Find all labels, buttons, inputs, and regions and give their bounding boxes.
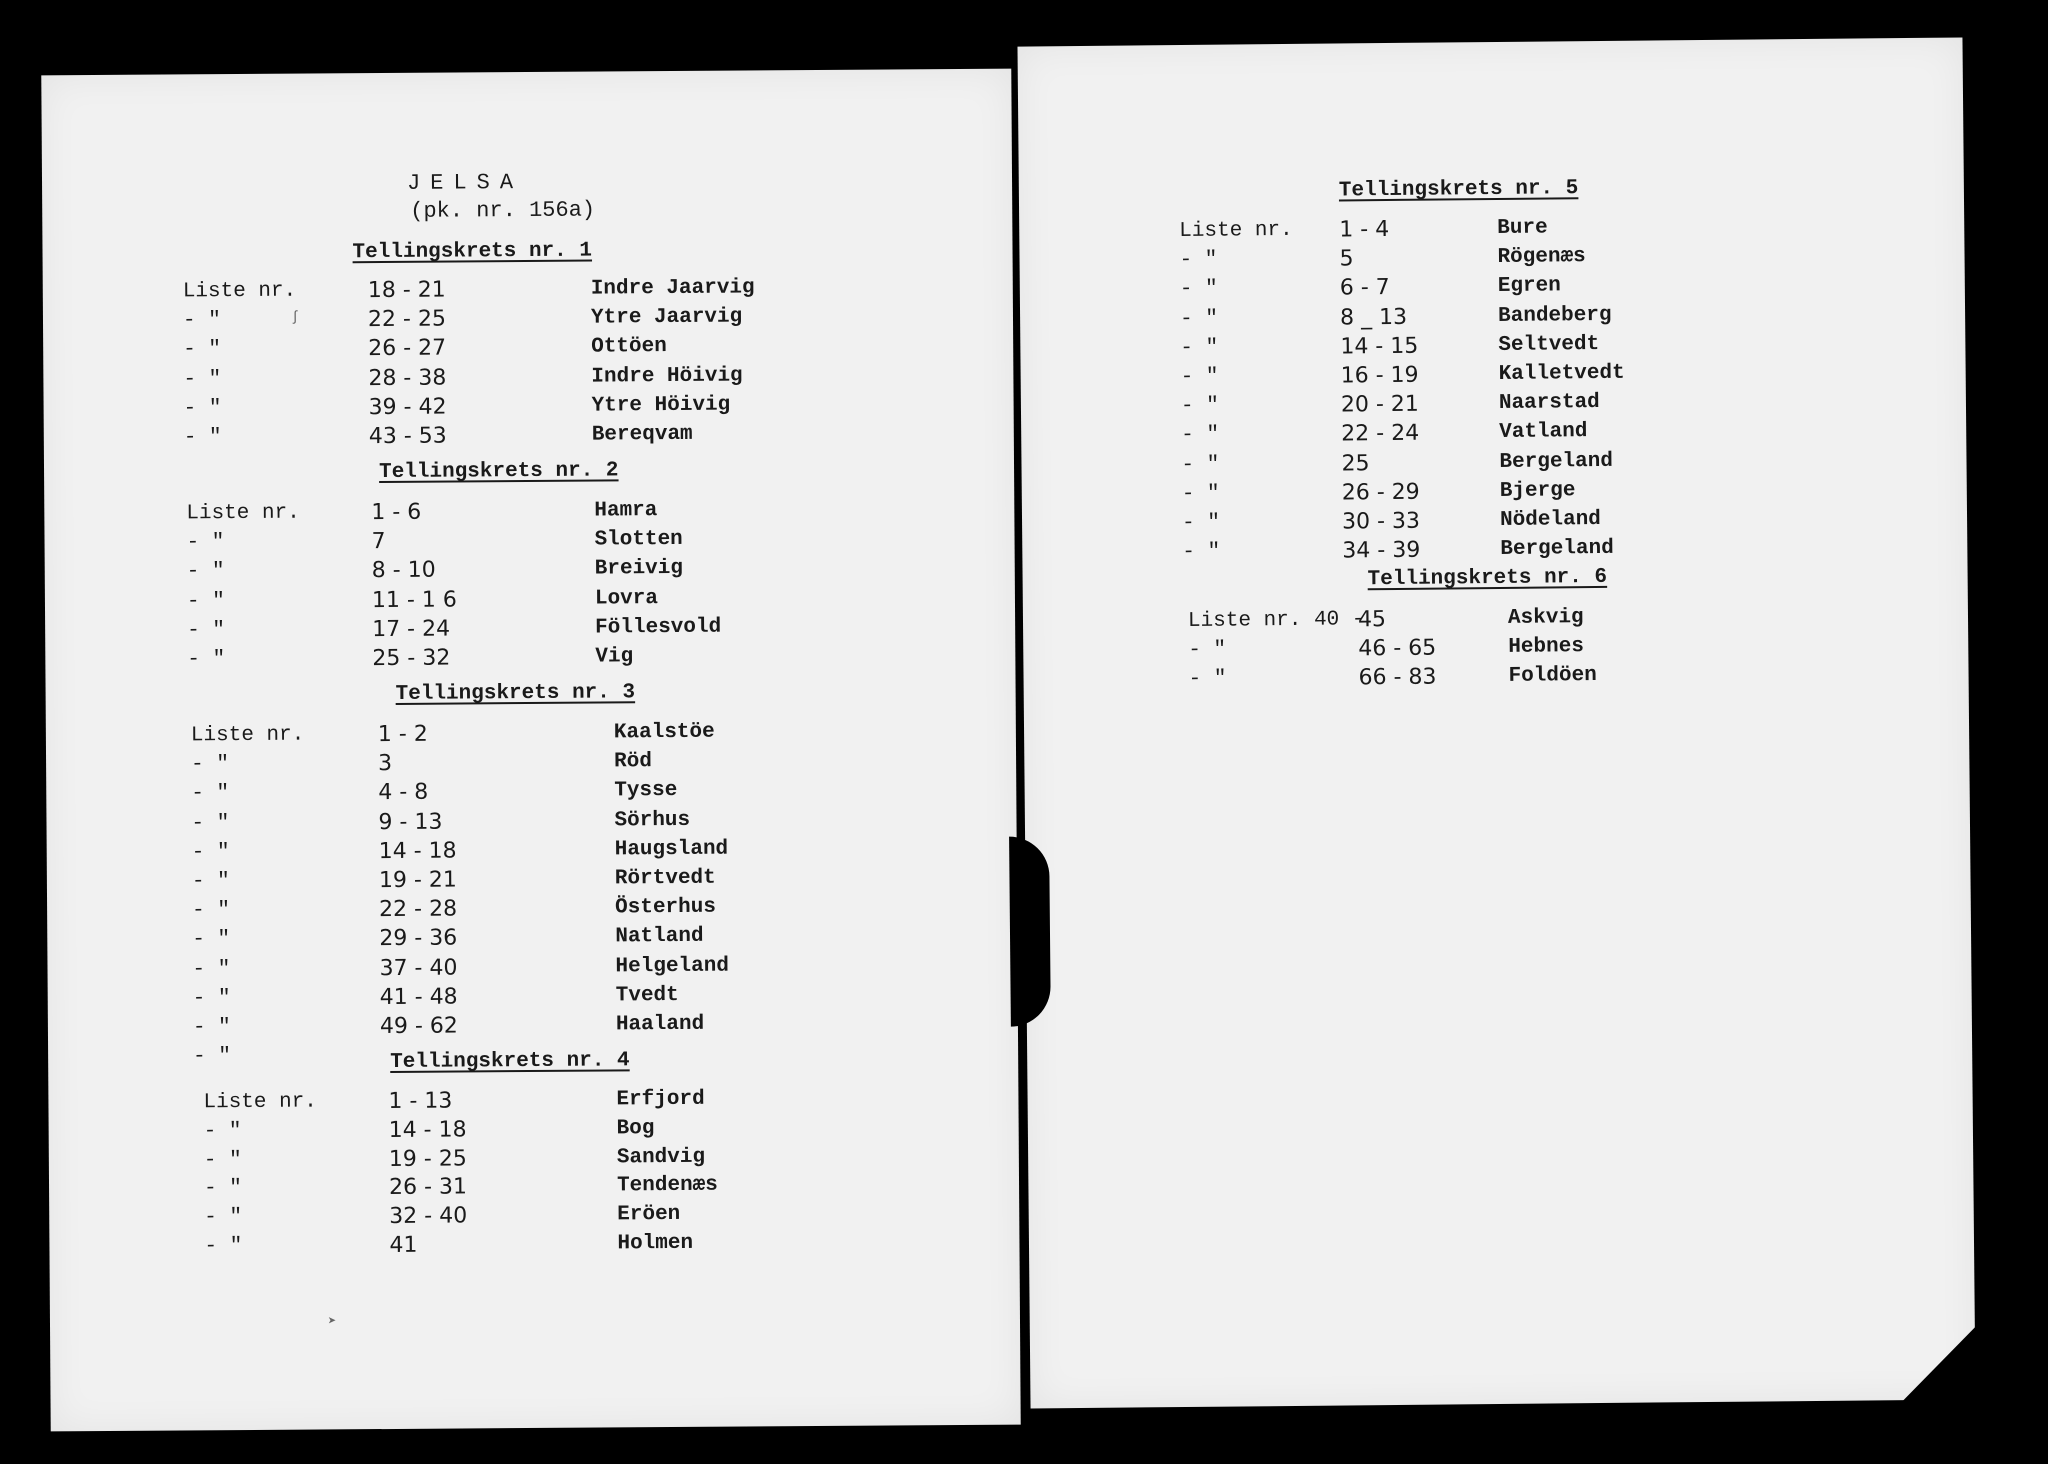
liste-label: - " — [1180, 365, 1219, 390]
place-name: Ottöen — [591, 335, 667, 359]
liste-label: Liste nr. — [203, 1090, 317, 1115]
place-name: Rögenæs — [1497, 245, 1586, 270]
arrow-mark: ➤ — [327, 1314, 337, 1331]
liste-label: - " — [1181, 511, 1220, 536]
place-name: Indre Jaarvig — [590, 276, 755, 301]
place-name: Erfjord — [616, 1087, 705, 1112]
place-name: Bandeberg — [1497, 303, 1612, 328]
place-name: Ytre Höivig — [591, 393, 731, 418]
list-range: 1 - 13 — [388, 1088, 453, 1115]
liste-label: - " — [187, 618, 226, 643]
liste-label: - " — [191, 753, 229, 777]
place-name: Askvig — [1507, 606, 1584, 630]
liste-label: - " — [187, 648, 226, 672]
section-heading: Tellingskrets nr. 1 — [352, 239, 593, 265]
place-name: Bergeland — [1499, 449, 1614, 474]
place-name: Nödeland — [1499, 507, 1601, 532]
list-range: 41 — [389, 1232, 418, 1258]
list-range: 30 - 33 — [1341, 508, 1421, 535]
liste-label: Liste nr. — [186, 501, 300, 526]
liste-label: - " — [192, 1016, 231, 1040]
liste-label: - " — [203, 1177, 242, 1201]
list-range: 43 - 53 — [368, 423, 447, 450]
list-range: 26 - 31 — [388, 1174, 468, 1201]
section-heading: Tellingskrets nr. 6 — [1367, 565, 1608, 592]
place-name: Holmen — [617, 1231, 694, 1256]
list-range: 49 - 62 — [379, 1013, 458, 1040]
list-range: 16 - 19 — [1340, 362, 1419, 389]
place-name: Natland — [615, 925, 704, 949]
place-name: Sörhus — [614, 808, 691, 833]
liste-label: - " — [1188, 638, 1227, 663]
liste-label: - " — [183, 396, 222, 421]
document-subtitle: (pk. nr. 156a) — [410, 197, 596, 224]
list-range: 39 - 42 — [368, 394, 447, 420]
liste-label: - " — [191, 870, 230, 894]
list-range: 26 - 27 — [368, 335, 447, 362]
liste-label: - " — [186, 589, 225, 613]
liste-label: - " — [183, 426, 222, 450]
list-range: 29 - 36 — [379, 925, 458, 952]
left-document-page — [41, 69, 1020, 1432]
list-range: 17 - 24 — [372, 616, 451, 642]
right-census-list — [1017, 37, 1962, 692]
place-name: Haaland — [615, 1012, 705, 1037]
liste-label: - " — [1179, 307, 1219, 331]
place-name: Bergeland — [1500, 537, 1614, 562]
liste-label: - " — [203, 1119, 242, 1144]
list-range: 9 - 13 — [378, 809, 443, 835]
list-range: 14 - 15 — [1340, 333, 1419, 360]
list-range: 22 - 25 — [367, 306, 447, 333]
place-name: Vatland — [1499, 420, 1588, 445]
liste-label: - " — [192, 986, 231, 1011]
list-range: 1 - 6 — [371, 499, 422, 526]
place-name: Hamra — [594, 499, 658, 523]
list-range: 14 - 18 — [388, 1117, 467, 1143]
page-corner-fold — [1899, 1323, 1980, 1404]
liste-label: - " — [192, 957, 231, 981]
list-range: 18 - 21 — [367, 277, 446, 304]
list-range: 5 — [1339, 246, 1354, 272]
place-name: Tvedt — [615, 983, 679, 1008]
list-range: 20 - 21 — [1340, 391, 1419, 418]
list-range: 25 - 32 — [372, 645, 451, 672]
list-range: 1 - 4 — [1339, 217, 1390, 243]
liste-label: - " — [1181, 453, 1220, 477]
liste-label: - " — [186, 531, 225, 555]
place-name: Tysse — [614, 779, 678, 803]
liste-label: - " — [191, 840, 230, 865]
place-name: Tendenæs — [616, 1174, 718, 1198]
place-name: Naarstad — [1498, 391, 1600, 416]
liste-label: Liste nr. — [182, 279, 297, 304]
place-name: Röd — [614, 750, 652, 774]
liste-label: - " — [193, 1045, 232, 1069]
liste-label: - " — [192, 899, 231, 923]
list-range: 41 - 48 — [379, 984, 458, 1010]
section-heading: Tellingskrets nr. 5 — [1338, 177, 1579, 203]
page-notch — [1009, 836, 1051, 1026]
place-name: Sandvig — [616, 1145, 706, 1170]
place-name: Indre Höivig — [591, 364, 743, 389]
place-name: Kalletvedt — [1498, 361, 1625, 386]
place-name: Bereqvam — [591, 422, 693, 447]
place-name: Eröen — [617, 1203, 681, 1227]
place-name: Bjerge — [1499, 479, 1576, 503]
list-range: 45 — [1357, 607, 1387, 633]
place-name: Kaalstöe — [613, 720, 715, 745]
liste-label: - " — [1180, 336, 1219, 360]
list-range: 4 - 8 — [378, 780, 429, 806]
section-heading: Tellingskrets nr. 3 — [395, 681, 636, 706]
liste-label: - " — [204, 1235, 243, 1259]
liste-label: - " — [191, 782, 230, 806]
list-range: 7 — [371, 529, 386, 555]
liste-label: - " — [186, 560, 225, 584]
list-range: 25 — [1341, 450, 1370, 477]
list-range: 26 - 29 — [1341, 479, 1420, 506]
place-name: Vig — [595, 645, 634, 669]
pencil-mark: ∫ — [290, 309, 300, 326]
place-name: Helgeland — [615, 954, 730, 979]
liste-label: - " — [1179, 248, 1218, 273]
list-range: 3 — [378, 751, 393, 777]
place-name: Ytre Jaarvig — [590, 305, 743, 330]
place-name: Bog — [616, 1116, 655, 1141]
liste-label: - " — [1188, 667, 1227, 692]
liste-label: - " — [204, 1206, 243, 1230]
liste-label: - " — [1181, 482, 1220, 506]
list-range: 19 - 25 — [388, 1146, 467, 1172]
place-name: Rörtvedt — [614, 866, 716, 891]
list-range: 46 - 65 — [1358, 635, 1437, 662]
liste-label: - " — [182, 309, 221, 333]
list-range: 28 - 38 — [368, 365, 447, 391]
place-name: Breivig — [594, 557, 684, 581]
liste-label: - " — [191, 811, 230, 835]
list-range: 66 - 83 — [1358, 664, 1437, 691]
liste-label: - " — [1181, 424, 1220, 448]
list-range: 8 - 10 — [371, 558, 436, 584]
list-range: 37 - 40 — [379, 955, 458, 981]
place-name: Bure — [1497, 216, 1548, 240]
liste-label: - " — [203, 1148, 242, 1172]
place-name: Egren — [1497, 274, 1561, 299]
list-range: 22 - 28 — [379, 896, 458, 923]
place-name: Slotten — [594, 528, 683, 552]
list-range: 19 - 21 — [378, 867, 457, 894]
right-document-page — [1017, 37, 1975, 1408]
liste-label: - " — [1180, 394, 1219, 419]
list-range: 11 - 1 6 — [371, 587, 457, 613]
list-range: 6 - 7 — [1339, 275, 1390, 301]
list-range: 34 - 39 — [1342, 537, 1421, 564]
section-heading: Tellingskrets nr. 4 — [390, 1049, 630, 1074]
liste-label: Liste nr. — [1179, 218, 1293, 244]
liste-label: - " — [183, 367, 222, 392]
list-range: 14 - 18 — [378, 838, 457, 864]
liste-label: Liste nr. — [190, 723, 305, 748]
place-name: Foldöen — [1508, 664, 1597, 689]
list-range: 8 _ 13 — [1339, 304, 1408, 331]
liste-label: - " — [1182, 540, 1221, 565]
list-range: 32 - 40 — [389, 1203, 468, 1230]
liste-label: - " — [1179, 278, 1218, 302]
liste-label: - " — [192, 928, 231, 952]
list-range: 1 - 2 — [377, 721, 428, 748]
list-range: 22 - 24 — [1341, 421, 1420, 447]
document-title: JELSA — [406, 170, 524, 196]
liste-label: - " — [183, 338, 222, 362]
place-name: Haugsland — [614, 837, 729, 862]
liste-label: Liste nr. 40 - — [1187, 608, 1365, 633]
place-name: Österhus — [615, 895, 717, 920]
place-name: Hebnes — [1508, 635, 1585, 660]
section-heading: Tellingskrets nr. 2 — [378, 459, 619, 485]
place-name: Föllesvold — [595, 615, 722, 640]
place-name: Lovra — [594, 586, 659, 611]
place-name: Seltvedt — [1498, 332, 1600, 357]
